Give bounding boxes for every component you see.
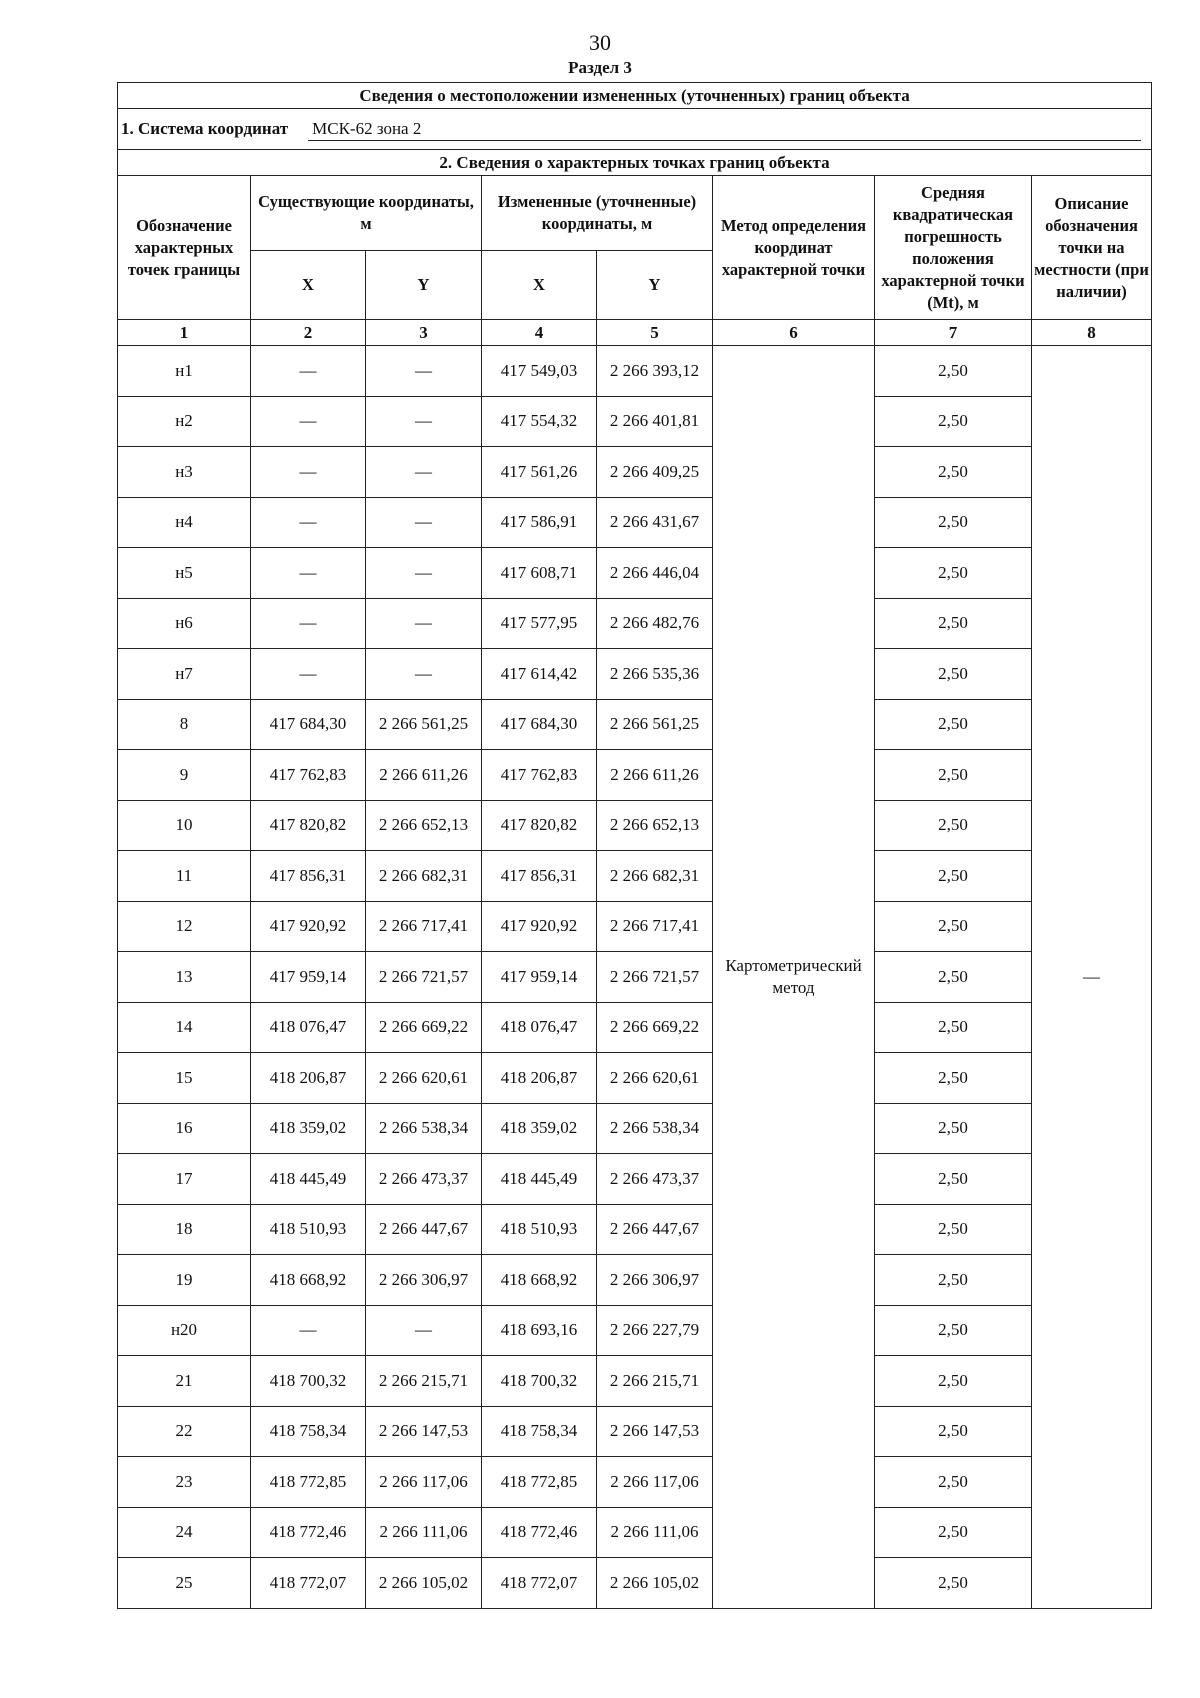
existing-x: — [251, 598, 366, 649]
changed-x: 417 856,31 [482, 851, 597, 902]
point-id: 25 [118, 1558, 251, 1609]
changed-x: 418 772,07 [482, 1558, 597, 1609]
coord-system-label: 1. Система координат [121, 119, 289, 138]
column-number-row [118, 320, 1152, 346]
changed-x: 418 359,02 [482, 1103, 597, 1154]
changed-x: 418 772,85 [482, 1457, 597, 1508]
existing-x: 418 510,93 [251, 1204, 366, 1255]
point-id: 15 [118, 1053, 251, 1104]
table-row [118, 1002, 1152, 1053]
existing-y: 2 266 717,41 [366, 901, 482, 952]
changed-x: 417 549,03 [482, 346, 597, 397]
column-number: 3 [366, 320, 482, 346]
boundary-table [117, 82, 1152, 1609]
existing-x: 417 959,14 [251, 952, 366, 1003]
table-row [118, 1356, 1152, 1407]
changed-x: 418 076,47 [482, 1002, 597, 1053]
table-row [118, 1558, 1152, 1609]
error-value: 2,50 [875, 1457, 1032, 1508]
error-value: 2,50 [875, 396, 1032, 447]
error-value: 2,50 [875, 548, 1032, 599]
error-value: 2,50 [875, 1255, 1032, 1306]
point-id: н3 [118, 447, 251, 498]
existing-y: — [366, 497, 482, 548]
header-existing-y: Y [366, 251, 482, 320]
changed-y: 2 266 473,37 [597, 1154, 713, 1205]
existing-x: 417 820,82 [251, 800, 366, 851]
coord-system-value: МСК-62 зона 2 [308, 118, 1141, 141]
point-id: н2 [118, 396, 251, 447]
error-value: 2,50 [875, 497, 1032, 548]
existing-x: — [251, 1305, 366, 1356]
table-title: Сведения о местоположении измененных (уточненных) границ объекта [118, 83, 1152, 109]
changed-y: 2 266 447,67 [597, 1204, 713, 1255]
existing-x: 417 856,31 [251, 851, 366, 902]
existing-y: — [366, 447, 482, 498]
error-value: 2,50 [875, 447, 1032, 498]
changed-x: 417 554,32 [482, 396, 597, 447]
point-id: 12 [118, 901, 251, 952]
header-error: Средняя квадратическая погрешность положения характерной точки (Mt), м [875, 176, 1032, 320]
point-id: 10 [118, 800, 251, 851]
changed-y: 2 266 393,12 [597, 346, 713, 397]
existing-x: 418 758,34 [251, 1406, 366, 1457]
existing-y: — [366, 649, 482, 700]
header-changed-y: Y [597, 251, 713, 320]
coord-system-row [118, 109, 1152, 150]
changed-x: 417 614,42 [482, 649, 597, 700]
existing-y: 2 266 721,57 [366, 952, 482, 1003]
existing-x: 417 684,30 [251, 699, 366, 750]
error-value: 2,50 [875, 598, 1032, 649]
table-row [118, 901, 1152, 952]
changed-y: 2 266 431,67 [597, 497, 713, 548]
header-existing-coords: Существующие координаты, м [251, 176, 482, 251]
existing-y: — [366, 1305, 482, 1356]
table-row [118, 1457, 1152, 1508]
point-id: 11 [118, 851, 251, 902]
error-value: 2,50 [875, 346, 1032, 397]
table-row [118, 699, 1152, 750]
method-cell: Картометрический метод [713, 346, 875, 1609]
changed-x: 418 693,16 [482, 1305, 597, 1356]
point-id: н5 [118, 548, 251, 599]
column-number: 6 [713, 320, 875, 346]
point-id: 18 [118, 1204, 251, 1255]
table-row [118, 649, 1152, 700]
existing-x: 418 359,02 [251, 1103, 366, 1154]
changed-y: 2 266 682,31 [597, 851, 713, 902]
point-id: н4 [118, 497, 251, 548]
error-value: 2,50 [875, 750, 1032, 801]
existing-x: — [251, 497, 366, 548]
existing-y: 2 266 447,67 [366, 1204, 482, 1255]
column-number: 8 [1032, 320, 1152, 346]
error-value: 2,50 [875, 1103, 1032, 1154]
table-row [118, 851, 1152, 902]
changed-x: 417 920,92 [482, 901, 597, 952]
header-method: Метод определения координат характерной точки [713, 176, 875, 320]
changed-y: 2 266 105,02 [597, 1558, 713, 1609]
error-value: 2,50 [875, 1406, 1032, 1457]
column-number: 1 [118, 320, 251, 346]
page-number: 30 [589, 30, 611, 55]
error-value: 2,50 [875, 1507, 1032, 1558]
header-changed-x: X [482, 251, 597, 320]
error-value: 2,50 [875, 1053, 1032, 1104]
changed-x: 418 510,93 [482, 1204, 597, 1255]
point-id: 21 [118, 1356, 251, 1407]
existing-y: 2 266 538,34 [366, 1103, 482, 1154]
table-row [118, 346, 1152, 397]
point-id: 14 [118, 1002, 251, 1053]
table-row [118, 1103, 1152, 1154]
changed-y: 2 266 482,76 [597, 598, 713, 649]
changed-y: 2 266 401,81 [597, 396, 713, 447]
changed-x: 418 700,32 [482, 1356, 597, 1407]
error-value: 2,50 [875, 1154, 1032, 1205]
existing-y: 2 266 669,22 [366, 1002, 482, 1053]
changed-x: 418 758,34 [482, 1406, 597, 1457]
table-row [118, 1204, 1152, 1255]
changed-y: 2 266 535,36 [597, 649, 713, 700]
changed-x: 418 772,46 [482, 1507, 597, 1558]
changed-x: 417 608,71 [482, 548, 597, 599]
table-row [118, 750, 1152, 801]
changed-x: 417 586,91 [482, 497, 597, 548]
point-id: 17 [118, 1154, 251, 1205]
existing-x: — [251, 548, 366, 599]
existing-x: 417 762,83 [251, 750, 366, 801]
point-id: 8 [118, 699, 251, 750]
existing-y: — [366, 548, 482, 599]
changed-x: 418 445,49 [482, 1154, 597, 1205]
existing-x: — [251, 649, 366, 700]
existing-y: 2 266 306,97 [366, 1255, 482, 1306]
column-number: 2 [251, 320, 366, 346]
table-row [118, 396, 1152, 447]
existing-y: 2 266 105,02 [366, 1558, 482, 1609]
existing-y: 2 266 473,37 [366, 1154, 482, 1205]
changed-x: 417 762,83 [482, 750, 597, 801]
table-row [118, 1305, 1152, 1356]
existing-y: 2 266 620,61 [366, 1053, 482, 1104]
points-title: 2. Сведения о характерных точках границ объекта [118, 150, 1152, 176]
description-cell: — [1032, 346, 1152, 1609]
existing-y: 2 266 147,53 [366, 1406, 482, 1457]
changed-y: 2 266 538,34 [597, 1103, 713, 1154]
point-id: н6 [118, 598, 251, 649]
error-value: 2,50 [875, 851, 1032, 902]
changed-x: 417 684,30 [482, 699, 597, 750]
boundary-form [117, 82, 1151, 1609]
changed-y: 2 266 620,61 [597, 1053, 713, 1104]
table-row [118, 447, 1152, 498]
table-row [118, 1406, 1152, 1457]
header-existing-x: X [251, 251, 366, 320]
table-row [118, 497, 1152, 548]
changed-y: 2 266 117,06 [597, 1457, 713, 1508]
changed-y: 2 266 717,41 [597, 901, 713, 952]
point-id: 23 [118, 1457, 251, 1508]
column-number: 5 [597, 320, 713, 346]
header-designation: Обозначение характерных точек границы [118, 176, 251, 320]
point-id: н1 [118, 346, 251, 397]
changed-x: 417 561,26 [482, 447, 597, 498]
changed-x: 418 206,87 [482, 1053, 597, 1104]
existing-x: 418 772,85 [251, 1457, 366, 1508]
existing-y: 2 266 682,31 [366, 851, 482, 902]
changed-y: 2 266 111,06 [597, 1507, 713, 1558]
table-row [118, 1507, 1152, 1558]
table-row [118, 1053, 1152, 1104]
point-id: 24 [118, 1507, 251, 1558]
table-row [118, 952, 1152, 1003]
existing-y: 2 266 215,71 [366, 1356, 482, 1407]
changed-x: 417 959,14 [482, 952, 597, 1003]
changed-y: 2 266 669,22 [597, 1002, 713, 1053]
existing-y: — [366, 346, 482, 397]
column-number: 4 [482, 320, 597, 346]
existing-x: 418 668,92 [251, 1255, 366, 1306]
existing-x: — [251, 346, 366, 397]
existing-x: 417 920,92 [251, 901, 366, 952]
point-id: 13 [118, 952, 251, 1003]
changed-y: 2 266 446,04 [597, 548, 713, 599]
changed-y: 2 266 409,25 [597, 447, 713, 498]
table-row [118, 548, 1152, 599]
error-value: 2,50 [875, 649, 1032, 700]
existing-x: 418 076,47 [251, 1002, 366, 1053]
header-description: Описание обозначения точки на местности (при наличии) [1032, 176, 1152, 320]
table-row [118, 800, 1152, 851]
table-row [118, 1255, 1152, 1306]
point-id: н20 [118, 1305, 251, 1356]
header-changed-coords: Измененные (уточненные) координаты, м [482, 176, 713, 251]
point-id: 22 [118, 1406, 251, 1457]
error-value: 2,50 [875, 699, 1032, 750]
point-id: н7 [118, 649, 251, 700]
changed-y: 2 266 227,79 [597, 1305, 713, 1356]
existing-y: 2 266 111,06 [366, 1507, 482, 1558]
existing-x: — [251, 396, 366, 447]
error-value: 2,50 [875, 1356, 1032, 1407]
point-id: 16 [118, 1103, 251, 1154]
error-value: 2,50 [875, 901, 1032, 952]
changed-y: 2 266 611,26 [597, 750, 713, 801]
existing-x: 418 700,32 [251, 1356, 366, 1407]
existing-y: 2 266 652,13 [366, 800, 482, 851]
existing-x: 418 206,87 [251, 1053, 366, 1104]
changed-y: 2 266 215,71 [597, 1356, 713, 1407]
changed-y: 2 266 721,57 [597, 952, 713, 1003]
existing-y: 2 266 561,25 [366, 699, 482, 750]
existing-x: 418 772,07 [251, 1558, 366, 1609]
error-value: 2,50 [875, 1002, 1032, 1053]
changed-y: 2 266 652,13 [597, 800, 713, 851]
error-value: 2,50 [875, 1305, 1032, 1356]
existing-y: 2 266 611,26 [366, 750, 482, 801]
existing-x: — [251, 447, 366, 498]
error-value: 2,50 [875, 1204, 1032, 1255]
changed-x: 417 820,82 [482, 800, 597, 851]
error-value: 2,50 [875, 800, 1032, 851]
changed-y: 2 266 147,53 [597, 1406, 713, 1457]
section-title: Раздел 3 [568, 58, 632, 77]
table-row [118, 1154, 1152, 1205]
error-value: 2,50 [875, 952, 1032, 1003]
existing-y: — [366, 396, 482, 447]
changed-y: 2 266 561,25 [597, 699, 713, 750]
changed-y: 2 266 306,97 [597, 1255, 713, 1306]
changed-x: 417 577,95 [482, 598, 597, 649]
table-row [118, 598, 1152, 649]
changed-x: 418 668,92 [482, 1255, 597, 1306]
point-id: 9 [118, 750, 251, 801]
existing-x: 418 772,46 [251, 1507, 366, 1558]
existing-y: 2 266 117,06 [366, 1457, 482, 1508]
error-value: 2,50 [875, 1558, 1032, 1609]
existing-x: 418 445,49 [251, 1154, 366, 1205]
column-number: 7 [875, 320, 1032, 346]
point-id: 19 [118, 1255, 251, 1306]
existing-y: — [366, 598, 482, 649]
